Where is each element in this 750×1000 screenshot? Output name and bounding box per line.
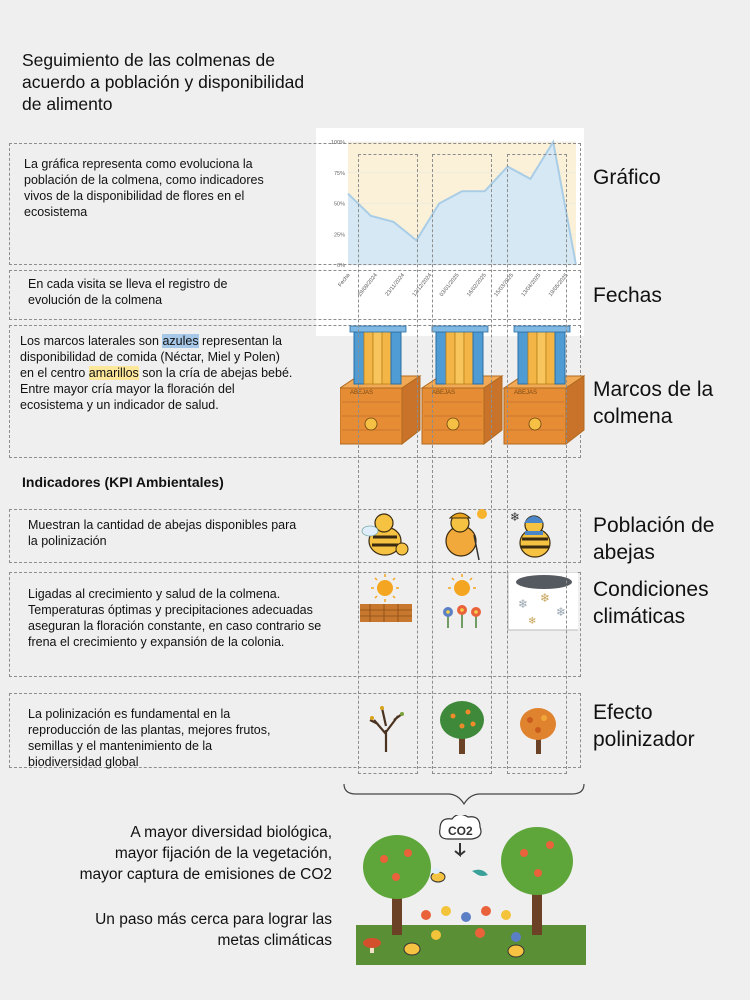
- poblacion-description: Muestran la cantidad de abejas disponibles para la polinización: [28, 518, 297, 548]
- curly-brace: [342, 782, 586, 810]
- x-tick-3: 12/12/2024: [411, 272, 434, 298]
- x-tick-0: Fecha: [337, 272, 352, 289]
- svg-text:❄: ❄: [510, 510, 521, 524]
- clima-description: Ligadas al crecimiento y salud de la colmena. Temperaturas óptimas y precipitaciones adecuadas aseguran la floración constante, en caso contrario se frena el crecimiento y expansión de la colonia.: [28, 587, 322, 649]
- co2-label: CO2: [448, 824, 473, 838]
- marcos-description: Los marcos laterales son azules representan la disponibilidad de comida (Néctar, Miel y Polen) en el centro amarillos son la cría de abejas bebé. Entre mayor cría mayor la floración del ecosistema y un indicador de salud.: [20, 334, 293, 412]
- y-tick-4: 100%: [330, 140, 345, 146]
- hive-box-text-3: ABEJAS: [514, 390, 538, 396]
- y-tick-1: 25%: [333, 232, 345, 239]
- efecto-description: La polinización es fundamental en la reproducción de las plantas, mejores frutos, semillas y el mantenimiento de la biodiversidad global: [28, 707, 271, 769]
- fechas-description: En cada visita se lleva el registro de evolución de la colmena: [28, 277, 228, 307]
- y-tick-2: 50%: [333, 201, 345, 208]
- highlight-azules: azules: [162, 334, 199, 348]
- x-tick-5: 16/02/2025: [466, 272, 488, 298]
- hummingbird-icon: [472, 870, 488, 876]
- grafico-label: Gráfico: [593, 166, 661, 189]
- y-tick-3: 75%: [333, 170, 345, 177]
- x-tick-7: 13/04/2025: [520, 272, 543, 298]
- x-tick-6: 15/03/2025: [493, 272, 516, 298]
- efecto-label: Efecto polinizador: [593, 701, 695, 751]
- marcos-label: Marcos de la colmena: [593, 378, 714, 428]
- y-tick-0: 0%: [337, 263, 345, 269]
- svg-text:❄: ❄: [540, 591, 551, 605]
- svg-text:❄: ❄: [528, 616, 537, 627]
- x-tick-8: 19/05/2025: [547, 272, 570, 298]
- x-tick-4: 03/01/2025: [438, 272, 461, 298]
- grafico-description: La gráfica representa como evoluciona la población de la colmena, como indicadores vivos de la disponibilidad de flores en el ecosistema: [24, 157, 264, 219]
- x-tick-1: 29/09/2024: [357, 272, 379, 298]
- x-tick-2: 23/11/2024: [384, 272, 407, 298]
- clima-label: Condiciones climáticas: [593, 578, 709, 628]
- forest-illustration: [356, 815, 586, 965]
- indicadores-heading: Indicadores (KPI Ambientales): [22, 474, 224, 490]
- column-box-2: [432, 154, 492, 774]
- svg-text:❄: ❄: [518, 597, 529, 611]
- poblacion-label: Población de abejas: [593, 514, 715, 564]
- hive-box-text-1: ABEJAS: [350, 390, 374, 396]
- column-box-3: [507, 154, 567, 774]
- fechas-label: Fechas: [593, 284, 662, 307]
- highlight-amarillos: amarillos: [88, 366, 139, 380]
- hive-box-text-2: ABEJAS: [432, 390, 456, 396]
- bee-icon: [431, 868, 445, 882]
- conclusion-text-2: Un paso más cerca para lograr las metas climáticas: [95, 911, 332, 949]
- page-title: Seguimiento de las colmenas de acuerdo a población y disponibilidad de alimento: [22, 50, 305, 114]
- svg-text:❄: ❄: [556, 605, 567, 619]
- conclusion-text-1: A mayor diversidad biológica, mayor fijación de la vegetación, mayor captura de emisiones de CO2: [79, 824, 332, 883]
- column-box-1: [358, 154, 418, 774]
